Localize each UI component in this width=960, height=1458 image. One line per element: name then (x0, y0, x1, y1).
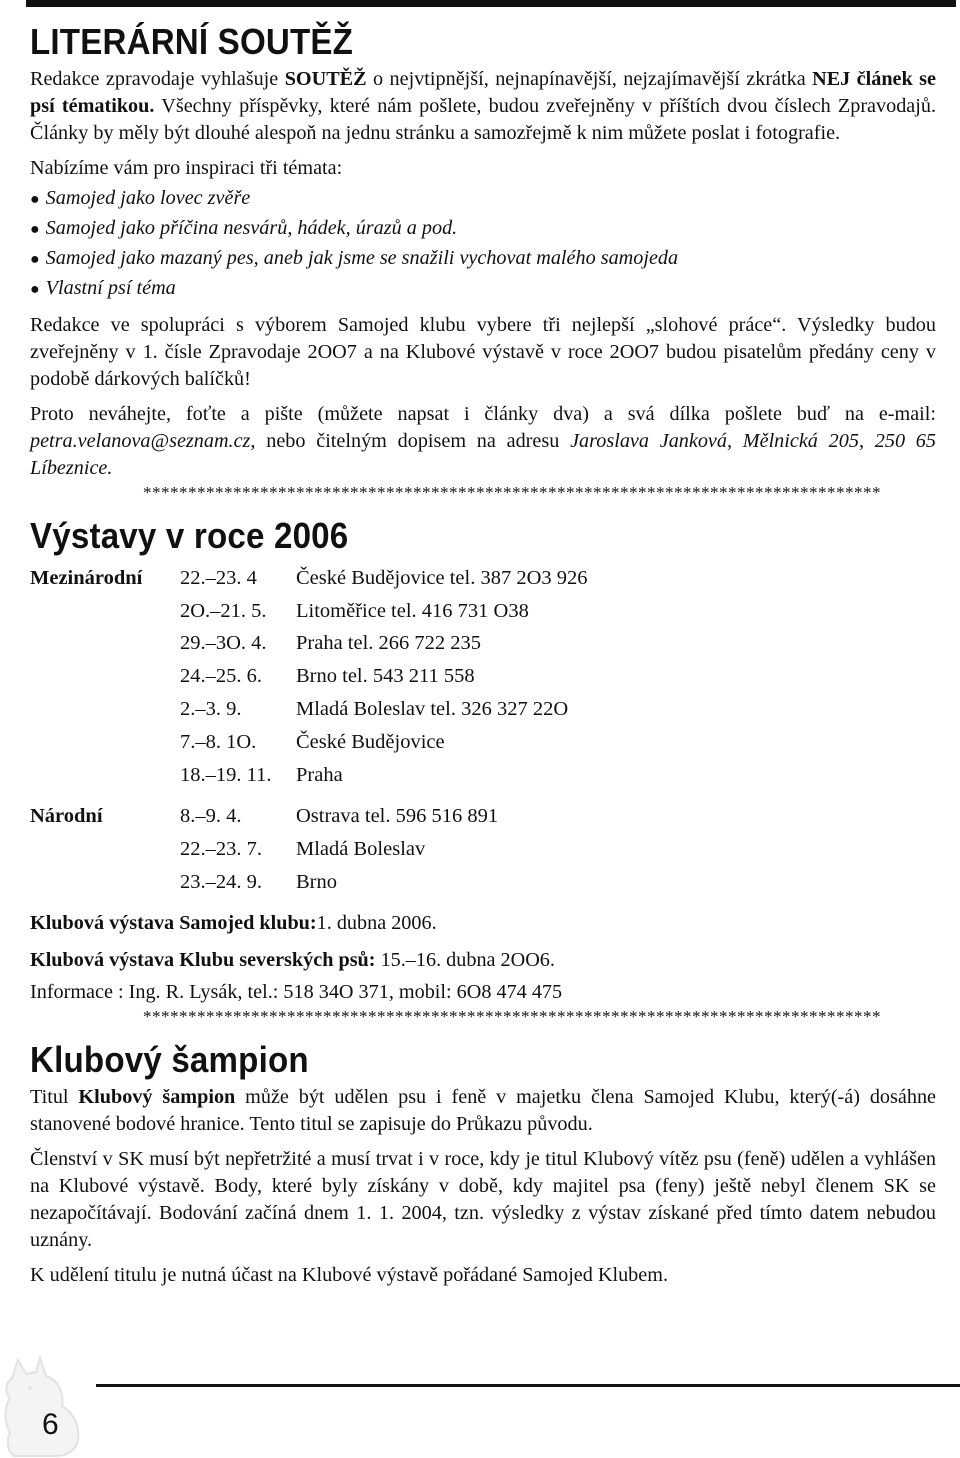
section-title-club-champion: Klubový šampion (30, 1039, 309, 1081)
club-show-line: Klubová výstava Samojed klubu:1. dubna 2006. (30, 912, 437, 935)
table-row: Národní 8.–9. 4. Ostrava tel. 596 516 891 (30, 792, 588, 834)
international-label: Mezinárodní (30, 566, 143, 589)
separator-stars: ********************************************************************************** (143, 1008, 881, 1027)
shows-table (30, 562, 588, 899)
table-row: Mezinárodní 22.–23. 4 České Budějovice tel. 387 2O3 926 (30, 562, 588, 595)
bullet-icon: ● (30, 251, 40, 268)
champion-paragraph-3: K udělení titulu je nutná účast na Klubové výstavě pořádané Samojed Klubem. (30, 1264, 668, 1287)
topics-list (30, 184, 936, 304)
section-title-literary-contest: LITERÁRNÍ SOUTĚŽ (30, 21, 354, 62)
contact-paragraph: Proto neváhejte, foťte a pište (můžete napsat i články dva) a svá dílka pošlete buď na e-mail: petra.velanova@seznam.cz, nebo čitelným dopisem na adresu Jaroslava Janková, Mělnická 205, 250 65 Líbeznice. (30, 403, 936, 479)
section-title-shows: Výstavy v roce 2006 (30, 515, 349, 556)
page-content (30, 12, 936, 1297)
bullet-icon: ● (30, 281, 40, 298)
contact-email: petra.velanova@seznam.cz (30, 430, 251, 452)
topic-item: ● Samojed jako mazaný pes, aneb jak jsme se snažili vychovat malého samojeda (30, 247, 679, 269)
topics-intro: Nabízíme vám pro inspiraci tři témata: (30, 157, 343, 179)
intro-text-1: Redakce zpravodaje vyhlašuje (30, 68, 285, 90)
info-line: Informace : Ing. R. Lysák, tel.: 518 34O 371, mobil: 6O8 474 475 (30, 981, 563, 1004)
bullet-icon: ● (30, 191, 40, 208)
table-row: 24.–25. 6. Brno tel. 543 211 558 (180, 665, 475, 688)
intro-bold-contest: SOUTĚŽ (284, 68, 367, 90)
table-row: 23.–24. 9. Brno (180, 871, 337, 894)
champion-paragraph-1: Titul Klubový šampion může být udělen psu i feně v majetku člena Samojed Klubu, který(-á) dosáhne stanovené bodové hranice. Tento titul se zapisuje do Průkazu původu. (30, 1086, 936, 1136)
contact-address: Jaroslava Janková, Mělnická 205, 250 65 Líbeznice. (30, 430, 936, 479)
results-paragraph: Redakce ve spolupráci s výborem Samojed klubu vybere tři nejlepší „slohové práce“. Výsledky budou zveřejněny v 1. čísle Zpravodaje 2OO7 a na Klubové výstavě v roce 2OO7 budou pisatelům předány ceny v podobě dárkových balíčků! (30, 314, 936, 390)
intro-text-2: o nejvtipnější, nejnapínavější, nejzajímavější zkrátka (366, 68, 813, 90)
footer-rule (96, 1384, 960, 1387)
table-row: 29.–3O. 4. Praha tel. 266 722 235 (180, 632, 482, 655)
topic-item: ● Samojed jako lovec zvěře (30, 187, 251, 209)
top-rule (26, 0, 956, 7)
table-row: 2.–3. 9. Mladá Boleslav tel. 326 327 22O (180, 698, 569, 721)
national-label: Národní (30, 805, 103, 828)
table-row: 18.–19. 11. Praha (180, 763, 343, 786)
table-row: 2O.–21. 5. Litoměřice tel. 416 731 O38 (180, 599, 529, 622)
topic-item: ● Samojed jako příčina nesvárů, hádek, úrazů a pod. (30, 217, 458, 239)
separator-stars: ********************************************************************************** (143, 484, 881, 502)
page-number: 6 (42, 1408, 59, 1441)
intro-text-3: Všechny příspěvky, které nám pošlete, budou zveřejněny v příštích dvou číslech Zpravodajů. Články by měly být dlouhé alespoň na jednu stránku a samozřejmě k nim můžete poslat i fotografie. (30, 95, 936, 144)
samoyed-dog-icon (0, 1352, 100, 1458)
bullet-icon: ● (30, 221, 40, 238)
nordic-show-line: Klubová výstava Klubu severských psů: 15.–16. dubna 2OO6. (30, 949, 555, 972)
table-row: 7.–8. 1O. České Budějovice (180, 730, 445, 753)
table-row: 22.–23. 7. Mladá Boleslav (180, 838, 426, 861)
champion-paragraph-2: Členství v SK musí být nepřetržité a musí trvat i v roce, kdy je titul Klubový vítěz psu (feně) udělen a vyhlášen na Klubové výstavě. Body, které byly získány v době, kdy majitel psa (feny) ještě nebyl členem SK se nezapočítávají. Bodování začíná dnem 1. 1. 2004, tzn. výsledky z výstav získané před tímto datem nebudou uznány. (30, 1148, 936, 1252)
contest-intro-paragraph (30, 66, 936, 147)
intro-bold-article: NEJ článek se psí tématikou. (30, 68, 936, 117)
topic-item: ● Vlastní psí téma (30, 277, 176, 299)
